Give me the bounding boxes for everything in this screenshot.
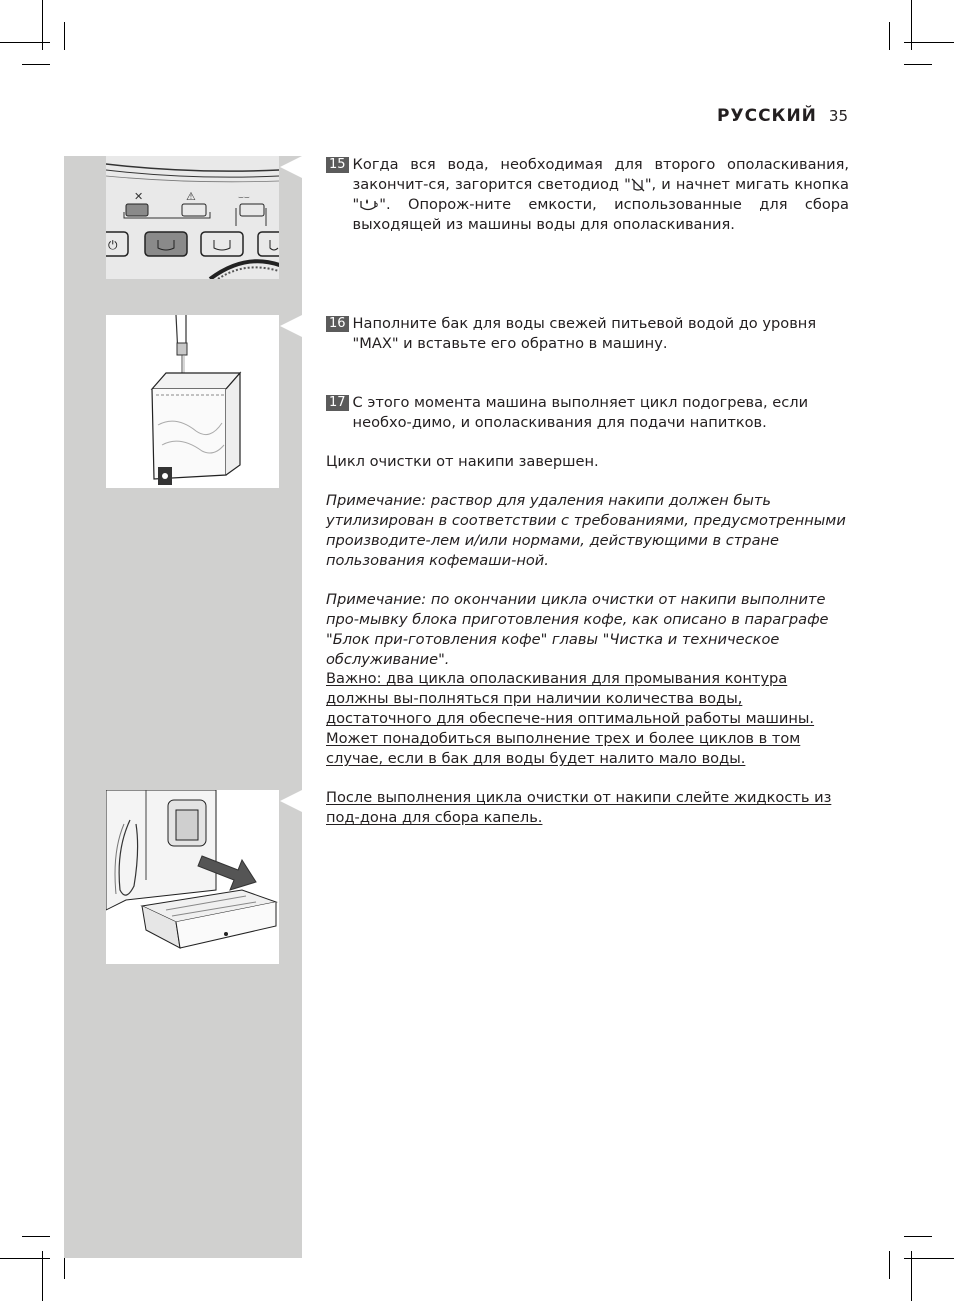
crop-mark	[889, 22, 890, 50]
crop-mark	[22, 1236, 50, 1237]
step-number: 17	[326, 395, 349, 411]
crop-mark	[0, 42, 50, 43]
important-empty-drip-tray: После выполнения цикла очистки от накипи слейте жидкость из под-дона для сбора капель.	[326, 789, 832, 826]
language-label: РУССКИЙ	[717, 106, 817, 126]
crop-mark	[904, 64, 932, 65]
step-text-part: ", и начнет мигать кнопка "	[352, 176, 849, 213]
step-16	[326, 314, 849, 354]
note-disposal: Примечание: раствор для удаления накипи должен быть утилизирован в соответствии с требованиями, предусмотренными производите-лем и/или нормами, действующими в стране пользования кофемаши-ной.	[326, 492, 846, 569]
step-text: С этого момента машина выполняет цикл подогрева, если необхо-димо, и ополаскивания для подачи напитков.	[352, 394, 809, 431]
drip-tray-icon	[106, 790, 279, 964]
step-text	[353, 155, 849, 235]
water-tank-icon	[106, 315, 279, 488]
page-number: 35	[828, 107, 848, 125]
completion-text: Цикл очистки от накипи завершен.	[326, 453, 599, 470]
coffee-cup-with-drop-icon	[359, 197, 379, 212]
crop-mark	[0, 1258, 50, 1259]
control-panel-icon	[106, 156, 279, 279]
step-17	[326, 393, 849, 433]
svg-text:⌣⌣: ⌣⌣	[238, 193, 250, 203]
step-number: 16	[326, 316, 349, 332]
step-number: 15	[326, 157, 349, 173]
step-text-part: Когда вся вода, необходимая для второго ополаскивания, закончит-ся, загорится светодиод "	[352, 156, 849, 193]
step-15	[326, 155, 849, 235]
important-rinse-cycles: Важно: два цикла ополаскивания для промывания контура должны вы-полняться при наличии количества воды, достаточного для обеспече-ния оптимальной работы машины. Может понадобиться выполнение трех и более циклов в том случае, если в бак для воды будет налито мало воды.	[326, 670, 815, 767]
control-panel-illustration	[106, 156, 279, 279]
step-text-part: ". Опорож-ните емкости, использованные для сбора выходящей из машины воды для ополаскивания.	[352, 196, 849, 233]
no-water-tank-icon	[631, 177, 645, 192]
note-brew-group-rinse: Примечание: по окончании цикла очистки от накипи выполните про-мывку блока приготовления кофе, как описано в параграфе "Блок при-готовления кофе" главы "Чистка и техническое обслуживание".	[326, 591, 829, 668]
drip-tray-removal-illustration	[106, 790, 279, 964]
svg-text:⏻: ⏻	[108, 238, 118, 252]
page-header	[717, 106, 848, 126]
step-text: Наполните бак для воды свежей питьевой водой до уровня "MAX" и вставьте его обратно в машину.	[352, 315, 817, 352]
crop-mark	[64, 22, 65, 50]
crop-mark	[904, 1236, 932, 1237]
crop-mark	[904, 42, 954, 43]
crop-mark	[889, 1251, 890, 1279]
crop-mark	[22, 64, 50, 65]
crop-mark	[904, 1258, 954, 1259]
water-tank-illustration	[106, 315, 279, 488]
svg-text:⚠: ⚠	[186, 190, 196, 203]
svg-text:✕: ✕	[134, 190, 144, 203]
